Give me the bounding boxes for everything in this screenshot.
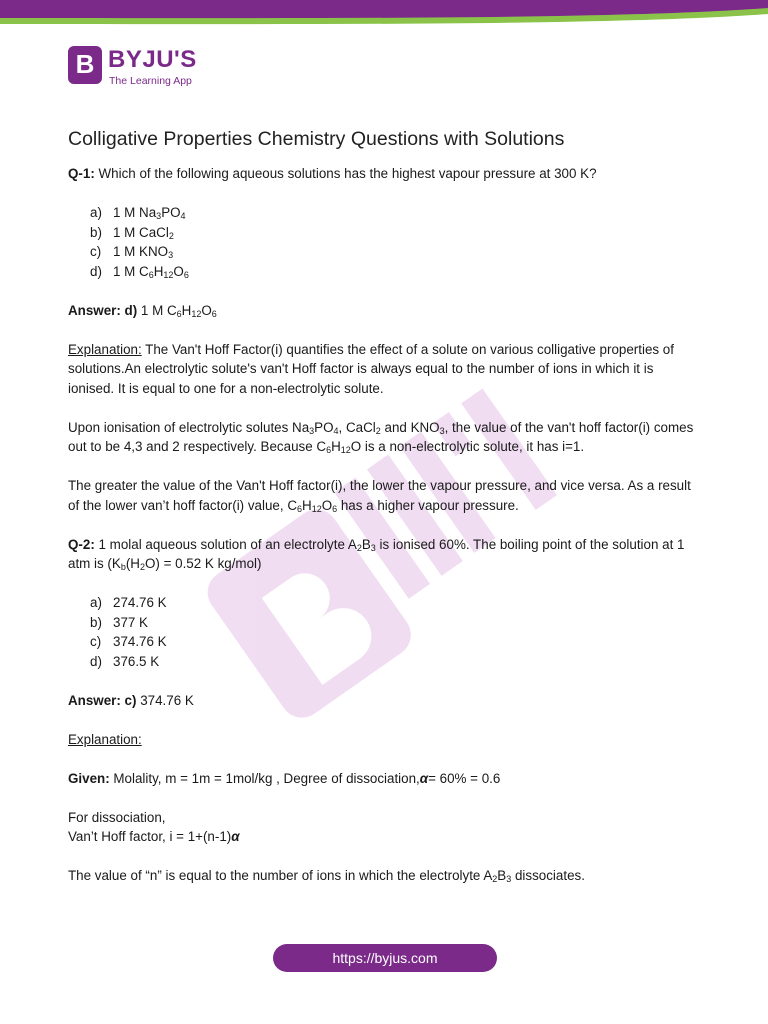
top-decorative-bar: [0, 0, 768, 26]
q2-option-a: a) 274.76 K: [90, 595, 167, 610]
q1-options: [68, 203, 698, 281]
q1-answer: Answer: d) 1 M $C_6H_{12}O_6$: [68, 302, 217, 319]
logo-tagline: The Learning App: [109, 75, 192, 87]
q2-option-b: b) 377 K: [90, 614, 148, 630]
q2-options: [68, 593, 698, 671]
q1-option-c: c) 1 M $KNO_3$: [90, 244, 174, 260]
q2-explanation-heading: Explanation:: [68, 731, 142, 747]
q2-given: Given: Molality, m = 1m = 1mol/kg , Degree of dissociation,α= 60% = 0.6: [68, 770, 501, 786]
logo-name: BYJU'S: [108, 46, 197, 73]
q2-n-value: The value of “n” is equal to the number of ions in which the electrolyte $A_2B_3$ dissociates.: [68, 868, 585, 884]
q1-explanation-1: Explanation: The Van't Hoff Factor(i) quantifies the effect of a solute on various colligative properties of solutions.An electrolytic solute's van't Hoff factor is always equal to the number of ions in which it is ionised. It is equal to one for a non-electrolytic solute.: [68, 341, 674, 396]
q2-option-c: c) 374.76 K: [90, 634, 167, 649]
q2-dissociation-2: Van’t Hoff factor, i = 1+(n-1)α: [68, 829, 240, 844]
page-title: Colligative Properties Chemistry Questions with Solutions: [68, 128, 565, 150]
q2-answer: Answer: c) 374.76 K: [68, 692, 194, 708]
document-body: [68, 128, 698, 886]
q2-dissociation-1: For dissociation,: [68, 809, 166, 825]
q2-question: Q-2: 1 molal aqueous solution of an electrolyte $A_2B_3$ is ionised 60%. The boiling point of the solution at 1 atm is ($K_b(H_2O) = 0.52$ K kg/mol): [68, 536, 685, 572]
q1-option-a: a) 1 M $Na_3PO_4$: [90, 205, 186, 221]
q1-option-d: d) 1 M $C_6H_{12}O_6$: [90, 263, 189, 280]
footer-url-link[interactable]: https://byjus.com: [273, 944, 497, 972]
q2-option-d: d) 376.5 K: [90, 653, 160, 669]
q1-option-b: b) 1 M CaCl$_2$: [90, 224, 174, 241]
q1-explanation-3: The greater the value of the Van't Hoff factor(i), the lower the vapour pressure, and vice versa. As a result of the lower van’t hoff factor(i) value, $C_6H_{12}O_6$ has a higher vapour pressure.: [68, 478, 691, 514]
q1-question: Q-1: Which of the following aqueous solutions has the highest vapour pressure at 300 K?: [68, 166, 597, 181]
logo-mark: B: [68, 46, 102, 84]
q1-explanation-2: Upon ionisation of electrolytic solutes $Na_3PO_4$, CaCl$_2$ and $KNO_3$, the value of the van't hoff factor(i) comes out to be 4,3 and 2 respectively. Because $C_6H_{12}O$ is a non-electrolytic solute, it has i=1.: [68, 419, 694, 455]
